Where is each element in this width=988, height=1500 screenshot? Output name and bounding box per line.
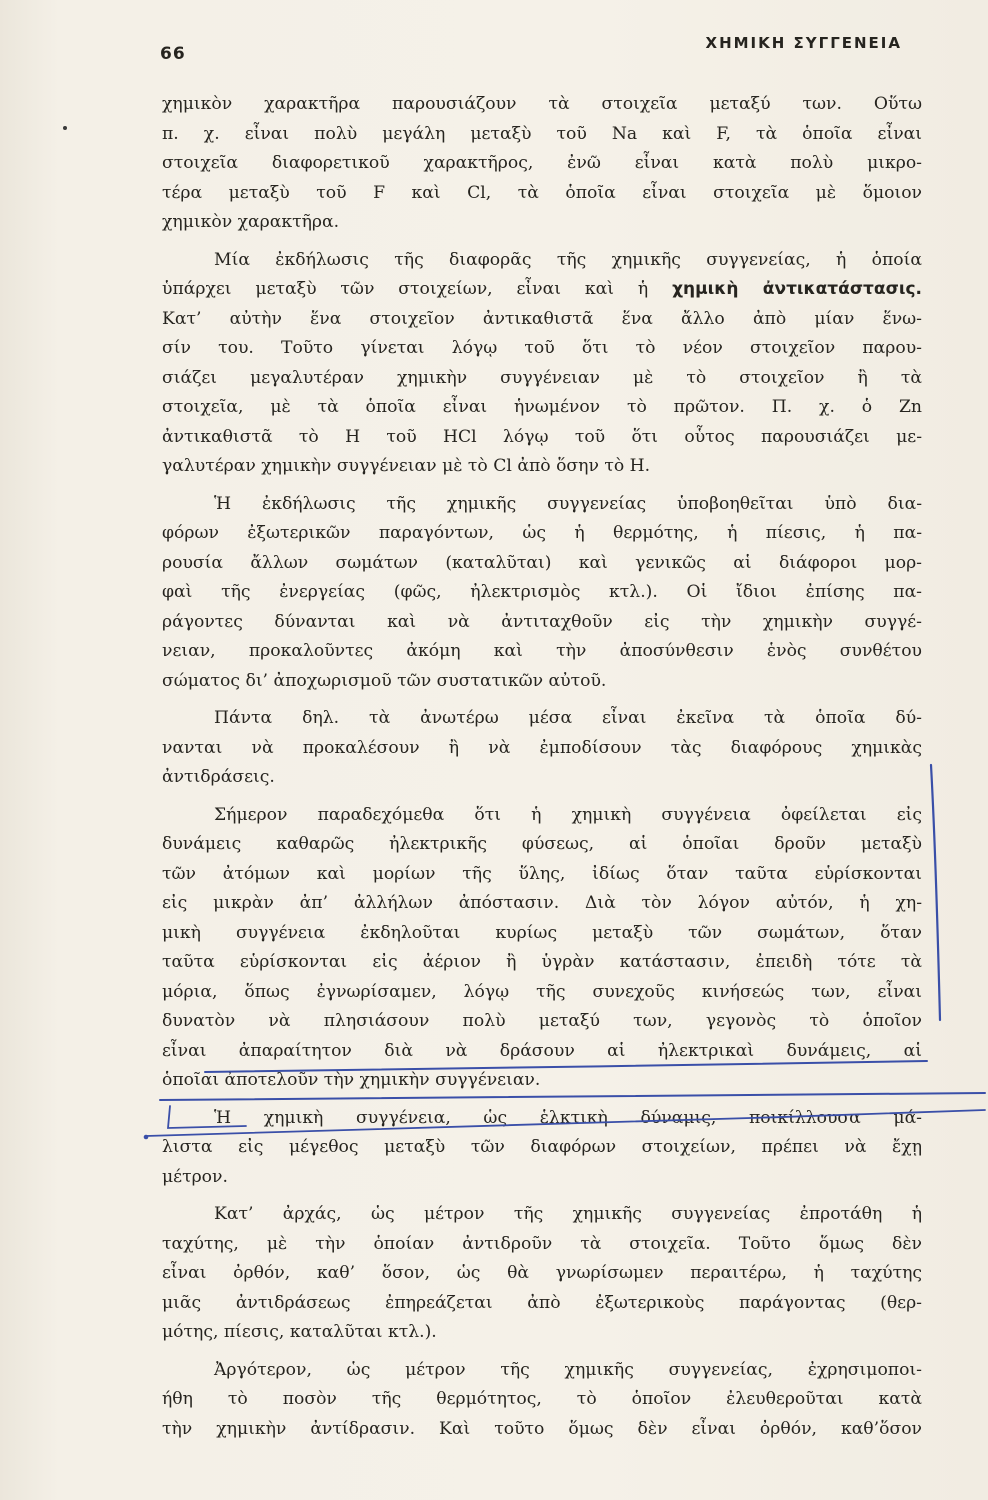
text-line: ταχύτης, μὲ τὴν ὁποίαν ἀντιδροῦν τὰ στοιχεῖα. Τοῦτο ὅμως δὲν xyxy=(162,1233,922,1254)
text-line: τῶν ἀτόμων καὶ μορίων τῆς ὕλης, ἰδίως ὅταν ταῦτα εὑρίσκονται xyxy=(162,863,922,884)
text-line: στοιχεῖα, μὲ τὰ ὁποῖα εἶναι ἡνωμένον τὸ πρῶτον. Π. χ. ὁ Zn xyxy=(162,397,922,417)
text-line: εἰς μικρὰν ἀπ’ ἀλλήλων ἀπόστασιν. Διὰ τὸν λόγον αὐτόν, ἡ χη- xyxy=(162,893,922,913)
page-number: 66 xyxy=(160,44,186,64)
text-line: τὴν χημικὴν ἀντίδρασιν. Καὶ τοῦτο ὅμως δὲν εἶναι ὀρθόν, καθ’ὅσον xyxy=(162,1418,922,1439)
margin-dot xyxy=(63,126,67,130)
text-line: Κατ’ ἀρχάς, ὡς μέτρον τῆς χημικῆς συγγενείας ἐπροτάθη ἡ xyxy=(214,1204,922,1224)
text-line: ὁποῖαι ἀποτελοῦν τὴν χημικὴν συγγένειαν. xyxy=(162,1070,541,1090)
running-title: ΧΗΜΙΚΗ ΣΥΓΓΕΝΕΙΑ xyxy=(705,34,902,52)
text-line: λιστα εἰς μέγεθος μεταξὺ τῶν διαφόρων στοιχείων, πρέπει νὰ ἔχῃ xyxy=(162,1137,922,1157)
text-line: ἀντιδράσεις. xyxy=(162,767,275,787)
paragraph xyxy=(162,90,922,238)
text-line: ήθη τὸ ποσὸν τῆς θερμότητος, τὸ ὁποῖον ἐλευθεροῦται κατὰ xyxy=(162,1389,922,1409)
text-line: φαὶ τῆς ἐνεργείας (φῶς, ἠλεκτρισμὸς κτλ.). Οἱ ἴδιοι ἐπίσης πα- xyxy=(162,582,922,602)
paragraph-marked xyxy=(162,801,922,1096)
text-line: Ἀργότερον, ὡς μέτρον τῆς χημικῆς συγγενείας, ἐχρησιμοποι- xyxy=(214,1359,922,1380)
text-line: Σήμερον παραδεχόμεθα ὅτι ἡ χημικὴ συγγένεια ὀφείλεται εἰς xyxy=(214,804,922,825)
paragraph xyxy=(162,704,922,793)
text-line: σώματος δι’ ἀποχωρισμοῦ τῶν συστατικῶν αὐτοῦ. xyxy=(162,670,607,691)
text-line: νειαν, προκαλοῦντες ἀκόμη καὶ τὴν ἀποσύνθεσιν ἑνὸς συνθέτου xyxy=(162,641,922,661)
paragraph xyxy=(162,490,922,697)
bold-term: χημικὴ ἀντικατάστασις. xyxy=(672,279,922,299)
paragraph xyxy=(162,1356,922,1445)
text-line: δυνάμεις καθαρῶς ἠλεκτρικῆς φύσεως, αἱ ὁποῖαι δροῦν μεταξὺ xyxy=(162,834,922,854)
paragraph-underlined xyxy=(162,1104,922,1193)
text-line: σιάζει μεγαλυτέραν χημικὴν συγγένειαν μὲ τὸ στοιχεῖον ἢ τὰ xyxy=(162,367,922,388)
pen-dot xyxy=(144,1135,149,1140)
text-line: εἶναι ὀρθόν, καθ’ ὅσον, ὡς θὰ γνωρίσωμεν περαιτέρω, ἡ ταχύτης xyxy=(162,1263,922,1283)
text-line: φόρων ἐξωτερικῶν παραγόντων, ὡς ἡ θερμότης, ἡ πίεσις, ἡ πα- xyxy=(162,523,922,543)
text-line: ράγοντες δύνανται καὶ νὰ ἀντιταχθοῦν εἰς τὴν χημικὴν συγγέ- xyxy=(162,611,922,632)
text-line: Ἡ ἐκδήλωσις τῆς χημικῆς συγγενείας ὑποβοηθεῖται ὑπὸ δια- xyxy=(214,493,922,514)
text-line: π. χ. εἶναι πολὺ μεγάλη μεταξὺ τοῦ Na καὶ F, τὰ ὁποῖα εἶναι xyxy=(162,123,922,144)
text-line: εἶναι ἀπαραίτητον διὰ νὰ δράσουν αἱ ἠλεκτρικαὶ δυνάμεις, αἱ xyxy=(162,1040,922,1061)
text-line: μότης, πίεσις, καταλῦται κτλ.). xyxy=(162,1322,437,1342)
text-line: χημικὸν χαρακτῆρα. xyxy=(162,212,340,232)
text-line: Ἡ χημικὴ συγγένεια, ὡς ἑλκτικὴ δύναμις, ποικίλλουσα μά- xyxy=(214,1107,922,1128)
text-line: νανται νὰ προκαλέσουν ἢ νὰ ἐμποδίσουν τὰς διαφόρους χημικὰς xyxy=(162,737,922,758)
text-line: Κατ’ αὐτὴν ἕνα στοιχεῖον ἀντικαθιστᾶ ἕνα ἄλλο ἀπὸ μίαν ἕνω- xyxy=(162,308,922,329)
text-line: μιᾶς ἀντιδράσεως ἐπηρεάζεται ἀπὸ ἐξωτερικοὺς παράγοντας (θερ- xyxy=(162,1292,922,1313)
text-line: Μία ἐκδήλωσις τῆς διαφορᾶς τῆς χημικῆς συγγενείας, ἡ ὁποία xyxy=(214,249,922,270)
margin-bracket-line xyxy=(931,765,940,1020)
text-line: Πάντα δηλ. τὰ ἀνωτέρω μέσα εἶναι ἐκεῖνα τὰ ὁποῖα δύ- xyxy=(214,708,922,728)
text-segment: ὑπάρχει μεταξὺ τῶν στοιχείων, εἶναι καὶ ἡ xyxy=(162,279,649,299)
text-line: μόρια, ὅπως ἐγνωρίσαμεν, λόγῳ τῆς συνεχοῦς κινήσεώς των, εἶναι xyxy=(162,981,922,1002)
text-line: γαλυτέραν χημικὴν συγγένειαν μὲ τὸ Cl ἀπὸ ὅσην τὸ Η. xyxy=(162,456,651,476)
paragraph xyxy=(162,246,922,482)
text-line: τέρα μεταξὺ τοῦ F καὶ Cl, τὰ ὁποῖα εἶναι στοιχεῖα μὲ ὅμοιον xyxy=(162,182,922,203)
text-line: ρουσία ἄλλων σωμάτων (καταλῦται) καὶ γενικῶς αἱ διάφοροι μορ- xyxy=(162,552,922,573)
paragraph xyxy=(162,1200,922,1348)
text-line: σίν του. Τοῦτο γίνεται λόγῳ τοῦ ὅτι τὸ νέον στοιχεῖον παρου- xyxy=(162,338,922,358)
text-line: μέτρον. xyxy=(162,1166,228,1187)
text-line: μικὴ συγγένεια ἐκδηλοῦται κυρίως μεταξὺ τῶν σωμάτων, ὅταν xyxy=(162,922,922,943)
text-line: χημικὸν χαρακτῆρα παρουσιάζουν τὰ στοιχεῖα μεταξύ των. Οὕτω xyxy=(162,94,922,114)
text-line: ταῦτα εὑρίσκονται εἰς ἀέριον ἢ ὑγρὰν κατάστασιν, ἐπειδὴ τότε τὰ xyxy=(162,952,922,972)
text-line: ἀντικαθιστᾶ τὸ Η τοῦ HCl λόγῳ τοῦ ὅτι οὗτος παρουσιάζει με- xyxy=(162,426,922,447)
body-text xyxy=(162,90,922,1444)
text-line-with-term xyxy=(162,275,922,305)
text-line: δυνατὸν νὰ πλησιάσουν πολὺ μεταξύ των, γεγονὸς τὸ ὁποῖον xyxy=(162,1011,922,1031)
text-line: στοιχεῖα διαφορετικοῦ χαρακτῆρος, ἐνῶ εἶναι κατὰ πολὺ μικρο- xyxy=(162,153,922,173)
